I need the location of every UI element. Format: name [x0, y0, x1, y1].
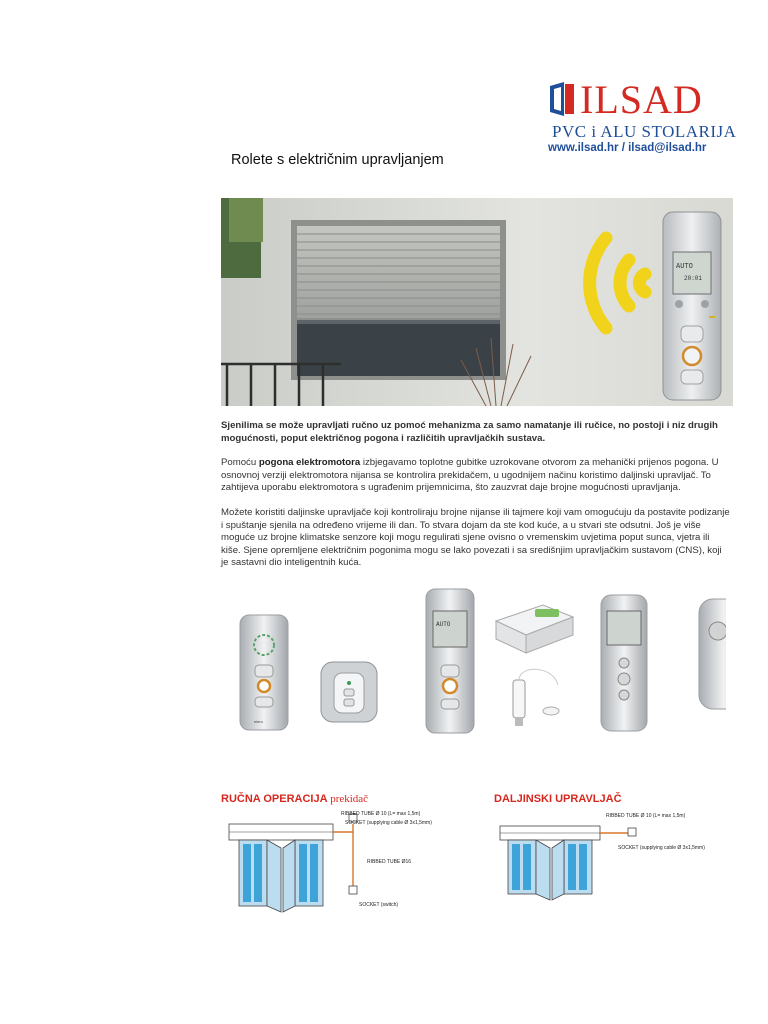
product-remote-2	[426, 589, 474, 733]
diagram-right-title: DALJINSKI UPRAVLJAČ	[494, 793, 622, 805]
socket-right	[628, 828, 636, 836]
product-wall-switch	[321, 662, 377, 722]
product-remote-4	[699, 599, 726, 709]
logo-brand-name: ILSAD	[580, 77, 703, 122]
company-logo	[546, 77, 737, 160]
product-remote-1	[240, 615, 288, 730]
socket-switch	[349, 886, 357, 894]
remote-display-line1: AUTO	[676, 263, 693, 271]
logo-tagline: PVC i ALU STOLARIJA	[552, 122, 737, 141]
diagram-left-title-main: RUČNA OPERACIJA	[221, 793, 331, 805]
remote-paragraph: Možete koristiti daljinske upravljače koji kontroliraju brojne nijanse ili tajmere koji vam omogućuju da postavite podizanje i spuštanje sjenila na određeno vrijeme ili dan. To stvara dojam da ste kod kuće, a u stvari ste odsutni. Još je više moguće uz brojne klimatske senzore koji mogu regulirati sjene ovisno o vremenskim uvjetima poput sunca, vjetra ili kiše. Sjene opremljene električnim pogonima mogu se lako povezati i sa središnjim upravljačkim sustavom (CNS), koji je sastavni dio inteligentnih kuća.	[221, 507, 730, 568]
label-ribbed-tube-top-right: RIBBED TUBE Ø 10 (L= max 1,5m)	[606, 813, 686, 819]
label-socket-switch: SOCKET (switch)	[359, 902, 399, 908]
logo-contact[interactable]: www.ilsad.hr / ilsad@ilsad.hr	[548, 142, 707, 154]
window-logo-icon	[548, 82, 576, 116]
label-socket-top-left: SOCKET (supplying cable Ø 3x1,5mm)	[345, 820, 432, 826]
roller-shutter	[297, 226, 500, 318]
label-ribbed-tube-mid: RIBBED TUBE Ø16	[367, 859, 412, 865]
products-image	[213, 585, 726, 740]
motor-paragraph-start: Pomoću	[221, 457, 259, 468]
remote-display-line2: 20:01	[684, 275, 703, 282]
motor-paragraph-rest: izbjegavamo toplotne gubitke uzrokovane otvorom za mehanički prijenos pogona. U osnovnoj verziji elektromotora nijansa se kontrolira prekidačem, u ugodnijem načinu koristimo daljinski upravljač. To zahtijeva uporabu elektromotora s ugrađenim prijemnicima, što zauzvrat daje brojne mogućnosti upravljanja.	[221, 457, 719, 493]
product-brand-1: elero	[254, 719, 263, 724]
product-remote-2-display: AUTO	[436, 621, 451, 628]
page-title: Rolete s električnim upravljanjem	[231, 152, 444, 168]
motor-paragraph-bold: pogona elektromotora	[258, 457, 361, 468]
product-remote-3	[601, 595, 647, 731]
diagram-left-title-switch: prekidač	[330, 793, 369, 805]
motor-paragraph	[221, 457, 731, 495]
intro-paragraph: Sjenilima se može upravljati ručno uz pomoć mehanizma za samo namatanje ili ručice, no postoji i niz drugih mogućnosti, poput električnog pogona i različitih upravljačkih sustava.	[221, 420, 718, 444]
diagram-left-title	[221, 793, 368, 805]
hero-image	[221, 198, 733, 406]
diagram-manual	[221, 808, 471, 918]
label-socket-right: SOCKET (supplying cable Ø 3x1,5mm)	[618, 845, 705, 851]
label-ribbed-tube-top-left: RIBBED TUBE Ø 10 (L= max 1,5m)	[341, 811, 421, 817]
diagram-remote	[494, 808, 734, 904]
